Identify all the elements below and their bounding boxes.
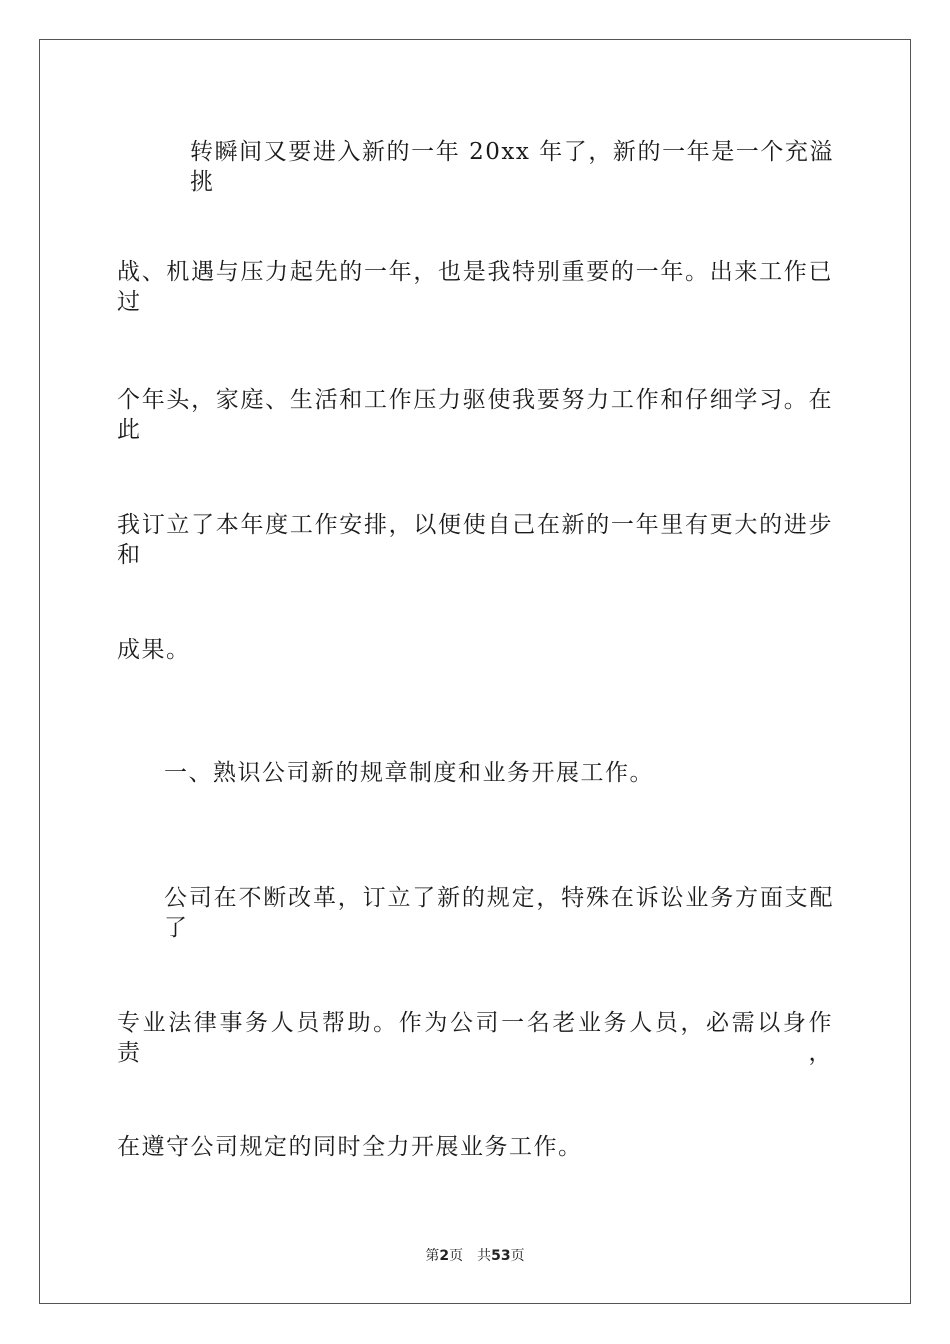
paragraph-line: 我订立了本年度工作安排，以便使自己在新的一年里有更大的进步和 [117, 512, 833, 568]
paragraph-line: 在遵守公司规定的同时全力开展业务工作。 [117, 1134, 583, 1160]
paragraph-line: 个年头，家庭、生活和工作压力驱使我要努力工作和仔细学习。在此 [117, 387, 833, 443]
paragraph-line: 专业法律事务人员帮助。作为公司一名老业务人员，必需以身作责， [117, 1010, 833, 1066]
paragraph-line: 转瞬间又要进入新的一年 20xx 年了，新的一年是一个充溢挑 [190, 139, 834, 195]
paragraph-line: 战、机遇与压力起先的一年，也是我特别重要的一年。出来工作已过 [117, 259, 833, 315]
page-number-prefix: 第 [425, 1248, 440, 1264]
section-heading: 一、熟识公司新的规章制度和业务开展工作。 [164, 760, 654, 786]
paragraph-line: 公司在不断改革，订立了新的规定，特殊在诉讼业务方面支配了 [164, 885, 834, 941]
page-footer [0, 1247, 950, 1265]
page-border [39, 39, 911, 1304]
total-pages-suffix: 页 [510, 1248, 525, 1264]
total-page-count: 53 [491, 1248, 511, 1264]
paragraph-line: 成果。 [117, 637, 191, 663]
total-pages-prefix: 共 [477, 1248, 492, 1264]
page-number-suffix: 页 [449, 1248, 464, 1264]
current-page-number: 2 [439, 1248, 450, 1264]
